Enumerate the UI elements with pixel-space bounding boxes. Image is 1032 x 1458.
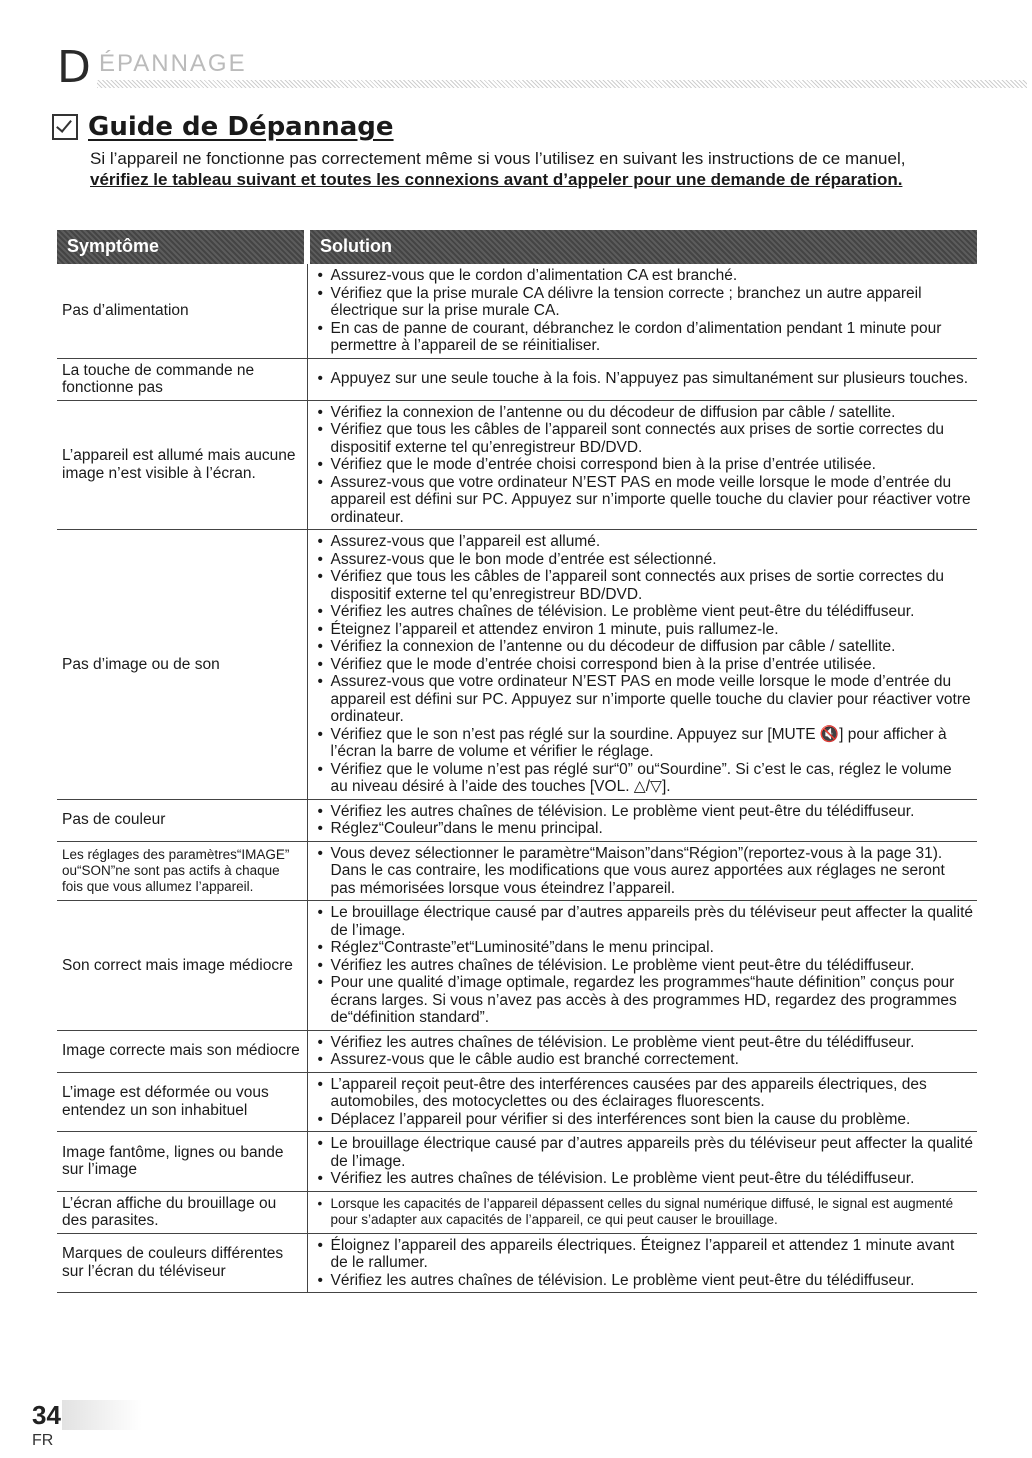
solution-cell (307, 264, 977, 358)
table-row (57, 1132, 977, 1192)
solution-item: • Vérifiez la connexion de l’antenne ou du décodeur de diffusion par câble / satellite. (318, 404, 974, 422)
solution-item: • Assurez-vous que votre ordinateur N’EST PAS en mode veille lorsque le mode d’entrée du appareil est défini sur PC. Appuyez sur n’importe quelle touche du clavier pour réactiver votre ordinateur. (318, 474, 974, 527)
solution-list (318, 533, 974, 796)
intro-warning: vérifiez le tableau suivant et toutes les connexions avant d’appeler pour une demande de réparation. (90, 170, 903, 189)
solution-item: • Vérifiez les autres chaînes de télévision. Le problème vient peut-être du télédiffuseur. (318, 803, 974, 821)
symptom-cell: La touche de commande ne fonctionne pas (57, 358, 307, 400)
symptom-cell: L’écran affiche du brouillage ou des parasites. (57, 1191, 307, 1233)
symptom-cell: Image correcte mais son médiocre (57, 1030, 307, 1072)
solution-list (318, 1196, 974, 1228)
symptom-cell: Pas de couleur (57, 799, 307, 841)
solution-item: • Éteignez l’appareil et attendez environ 1 minute, puis rallumez-le. (318, 621, 974, 639)
page-footer (32, 1400, 142, 1450)
solution-list (318, 904, 974, 1027)
solution-item: • Assurez-vous que votre ordinateur N’EST PAS en mode veille lorsque le mode d’entrée du appareil est défini sur PC. Appuyez sur n’importe quelle touche du clavier pour réactiver votre ordinateur. (318, 673, 974, 726)
solution-item: • Pour une qualité d’image optimale, regardez les programmes“haute définition” conçus pour écrans larges. Si vous n’avez pas accès à des programmes HD, regardez des programmes de“définition standard”. (318, 974, 974, 1027)
table-row (57, 400, 977, 530)
language-code: FR (32, 1432, 54, 1449)
intro (90, 148, 990, 190)
solution-list (318, 370, 974, 388)
table-row (57, 841, 977, 901)
header-solution: Solution (307, 230, 977, 264)
solution-cell (307, 400, 977, 530)
solution-item: • Vérifiez les autres chaînes de télévision. Le problème vient peut-être du télédiffuseur. (318, 957, 974, 975)
solution-item: • Vérifiez les autres chaînes de télévision. Le problème vient peut-être du télédiffuseur. (318, 1034, 974, 1052)
symptom-cell: L’image est déformée ou vous entendez un son inhabituel (57, 1072, 307, 1132)
solution-cell (307, 901, 977, 1031)
solution-item: • Assurez-vous que l’appareil est allumé. (318, 533, 974, 551)
solution-list (318, 1135, 974, 1188)
section-header-initial: D (57, 42, 91, 93)
table-row (57, 799, 977, 841)
solution-item: • Assurez-vous que le câble audio est branché correctement. (318, 1051, 974, 1069)
table-body (57, 264, 977, 1293)
solution-item: • Vérifiez que le mode d’entrée choisi correspond bien à la prise d’entrée utilisée. (318, 656, 974, 674)
solution-list (318, 803, 974, 838)
solution-list (318, 267, 974, 355)
table-row (57, 901, 977, 1031)
solution-cell (307, 1072, 977, 1132)
symptom-cell: Pas d’image ou de son (57, 530, 307, 800)
solution-item: • Assurez-vous que le cordon d’alimentation CA est branché. (318, 267, 974, 285)
symptom-cell: Marques de couleurs différentes sur l’écran du téléviseur (57, 1233, 307, 1293)
symptom-cell: Les réglages des paramètres“IMAGE” ou“SON”ne sont pas actifs à chaque fois que vous allumez l’appareil. (57, 841, 307, 901)
solution-item: • Appuyez sur une seule touche à la fois. N’appuyez pas simultanément sur plusieurs touches. (318, 370, 974, 388)
solution-cell (307, 1030, 977, 1072)
solution-list (318, 1076, 974, 1129)
solution-item: • Le brouillage électrique causé par d’autres appareils près du téléviseur peut affecter la qualité de l’image. (318, 904, 974, 939)
solution-item: • En cas de panne de courant, débranchez le cordon d’alimentation pendant 1 minute pour permettre à l’appareil de se réinitialiser. (318, 320, 974, 355)
solution-cell (307, 1132, 977, 1192)
solution-item: • Vérifiez les autres chaînes de télévision. Le problème vient peut-être du télédiffuseur. (318, 603, 974, 621)
solution-list (318, 404, 974, 527)
section-header-text: ÉPANNAGE (99, 50, 247, 77)
solution-cell (307, 1233, 977, 1293)
solution-cell (307, 530, 977, 800)
solution-list (318, 1034, 974, 1069)
solution-item: • Réglez“Contraste”et“Luminosité”dans le menu principal. (318, 939, 974, 957)
table-header-row (57, 230, 977, 264)
symptom-cell: Son correct mais image médiocre (57, 901, 307, 1031)
header-symptom: Symptôme (57, 230, 307, 264)
table-row (57, 1072, 977, 1132)
solution-item: • Vérifiez que tous les câbles de l’appareil sont connectés aux prises de sortie correctes du dispositif externe tel qu’enregistreur BD/DVD. (318, 421, 974, 456)
section-header (57, 40, 1027, 92)
table-row (57, 1233, 977, 1293)
solution-item: • Lorsque les capacités de l’appareil dépassent celles du signal numérique diffusé, le signal est augmenté pour s’adapter aux capacités de l’appareil, ce qui peut causer le brouillage. (318, 1196, 974, 1228)
header-divider (97, 80, 1027, 88)
solution-cell (307, 1191, 977, 1233)
solution-item: • Vérifiez que la prise murale CA délivre la tension correcte ; branchez un autre appareil électrique sur la prise murale CA. (318, 285, 974, 320)
table-row (57, 530, 977, 800)
troubleshooting-table (57, 230, 977, 1293)
solution-item: • Vérifiez que le son n’est pas réglé sur la sourdine. Appuyez sur [MUTE 🔇] pour afficher à l’écran la barre de volume et vérifier le réglage. (318, 726, 974, 761)
table-row (57, 1191, 977, 1233)
table-row (57, 1030, 977, 1072)
solution-item: • Vous devez sélectionner le paramètre“Maison”dans“Région”(reportez-vous à la page 31). Dans le cas contraire, les modifications que vous aurez apportées aux réglages ne seront pas mémorisées lorsque vous éteindrez l’appareil. (318, 845, 974, 898)
solution-item: • Vérifiez la connexion de l’antenne ou du décodeur de diffusion par câble / satellite. (318, 638, 974, 656)
solution-item: • Vérifiez les autres chaînes de télévision. Le problème vient peut-être du télédiffuseur. (318, 1272, 974, 1290)
solution-item: • Réglez“Couleur”dans le menu principal. (318, 820, 974, 838)
table-row (57, 358, 977, 400)
solution-item: • Le brouillage électrique causé par d’autres appareils près du téléviseur peut affecter la qualité de l’image. (318, 1135, 974, 1170)
solution-cell (307, 358, 977, 400)
page-number: 34 (32, 1400, 142, 1430)
solution-item: • Vérifiez que tous les câbles de l’appareil sont connectés aux prises de sortie correctes du dispositif externe tel qu’enregistreur BD/DVD. (318, 568, 974, 603)
solution-item: • Vérifiez que le volume n’est pas réglé sur“0” ou“Sourdine”. Si c’est le cas, réglez le volume au niveau désiré à l’aide des touches [VOL. △/▽]. (318, 761, 974, 796)
page-title (52, 110, 394, 144)
solution-item: • Vérifiez que le mode d’entrée choisi correspond bien à la prise d’entrée utilisée. (318, 456, 974, 474)
intro-line: Si l’appareil ne fonctionne pas correctement même si vous l’utilisez en suivant les instructions de ce manuel, (90, 149, 906, 168)
solution-cell (307, 799, 977, 841)
solution-item: • L’appareil reçoit peut-être des interférences causées par des appareils électriques, des automobiles, des motocyclettes ou des éclairages fluorescents. (318, 1076, 974, 1111)
solution-item: • Vérifiez les autres chaînes de télévision. Le problème vient peut-être du télédiffuseur. (318, 1170, 974, 1188)
symptom-cell: Image fantôme, lignes ou bande sur l’image (57, 1132, 307, 1192)
page-title-text: Guide de Dépannage (88, 112, 394, 142)
checkbox-icon (52, 114, 78, 140)
symptom-cell: L’appareil est allumé mais aucune image n’est visible à l’écran. (57, 400, 307, 530)
solution-list (318, 845, 974, 898)
table-row (57, 264, 977, 358)
solution-list (318, 1237, 974, 1290)
solution-cell (307, 841, 977, 901)
solution-item: • Déplacez l’appareil pour vérifier si des interférences sont bien la cause du problème. (318, 1111, 974, 1129)
symptom-cell: Pas d’alimentation (57, 264, 307, 358)
solution-item: • Éloignez l’appareil des appareils électriques. Éteignez l’appareil et attendez 1 minute avant de le rallumer. (318, 1237, 974, 1272)
solution-item: • Assurez-vous que le bon mode d’entrée est sélectionné. (318, 551, 974, 569)
